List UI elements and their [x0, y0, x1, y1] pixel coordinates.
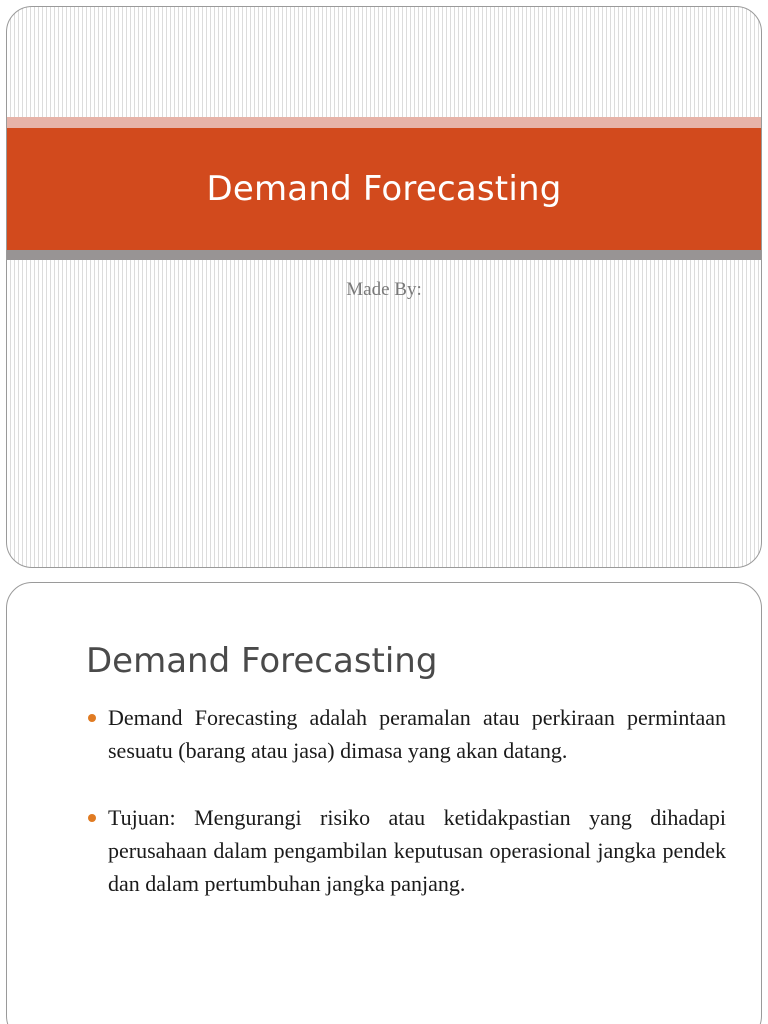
- bullet-dot-icon: [88, 814, 96, 822]
- list-item: [86, 701, 726, 767]
- title-band: [7, 128, 761, 250]
- bullet-text: Tujuan: Mengurangi risiko atau ketidakpastian yang dihadapi perusahaan dalam pengambilan keputusan operasional jangka pendek dan dalam pertumbuhan jangka panjang.: [108, 805, 726, 896]
- list-item: [86, 801, 726, 900]
- content-slide: [6, 582, 762, 1024]
- title-band-top-stripe: [7, 117, 761, 128]
- bullet-text: Demand Forecasting adalah peramalan atau perkiraan permintaan sesuatu (barang atau jasa) dimasa yang akan datang.: [108, 705, 726, 763]
- bullet-list: [86, 701, 726, 900]
- slide-title: Demand Forecasting: [206, 169, 562, 209]
- slide-subtitle: Made By:: [346, 279, 422, 300]
- content-slide-title: Demand Forecasting: [86, 641, 438, 681]
- title-slide: [6, 6, 762, 568]
- title-band-bottom-stripe: [7, 250, 761, 260]
- bullet-dot-icon: [88, 714, 96, 722]
